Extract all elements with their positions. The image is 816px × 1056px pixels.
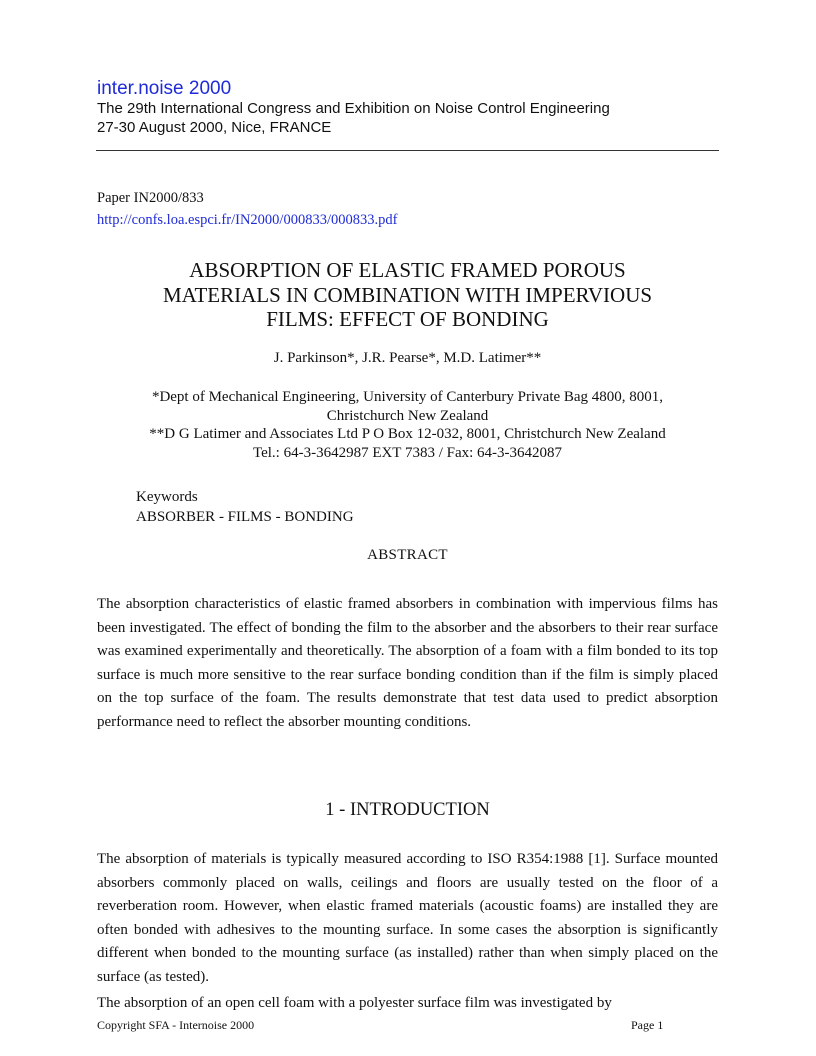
paper-id: Paper IN2000/833 — [97, 190, 204, 206]
paper-title — [96, 258, 719, 332]
abstract-heading: ABSTRACT — [367, 547, 448, 563]
affiliation-line-3: **D G Latimer and Associates Ltd P O Box 12-032, 8001, Christchurch New Zealand — [149, 426, 666, 442]
conference-dates: 27-30 August 2000, Nice, FRANCE — [97, 119, 332, 136]
affiliations — [96, 388, 719, 462]
header-divider — [96, 150, 719, 151]
introduction-paragraph-2: The absorption of an open cell foam with a polyester surface film was investigated by — [97, 995, 612, 1011]
footer-copyright: Copyright SFA - Internoise 2000 — [97, 1018, 255, 1032]
abstract-text: The absorption characteristics of elastic framed absorbers in combination with impervious films has been investigated. The effect of bonding the film to the absorber and the absorbers to their rear surface was examined experimentally and theoretically. The absorption of a foam with a film bonded to its top surface is much more sensitive to the rear surface bonding condition than if the film is simply placed on the top surface of the foam. The results demonstrate that test data used to predict absorption performance need to reflect the absorber mounting conditions. — [97, 596, 718, 730]
affiliation-line-2: Christchurch New Zealand — [326, 407, 489, 424]
footer-page-number: Page 1 — [631, 1018, 664, 1032]
introduction-heading: 1 - INTRODUCTION — [325, 800, 490, 820]
keywords-label: Keywords — [136, 489, 198, 505]
introduction-paragraph-1: The absorption of materials is typically measured according to ISO R354:1988 [1]. Surface mounted absorbers commonly placed on walls, ceilings and floors are usually tested on the floor of a reverberation room. However, when elastic framed materials (acoustic foams) are installed they are often bonded with adhesives to the mounting surface. In some cases the absorption is significantly different when bonded to the mounting surface (as installed) rather than when simply placed on the surface (as tested). — [97, 851, 718, 985]
affiliation-line-4: Tel.: 64-3-3642987 EXT 7383 / Fax: 64-3-3642087 — [252, 444, 563, 461]
keywords-values: ABSORBER - FILMS - BONDING — [136, 509, 354, 525]
conference-name: inter.noise 2000 — [97, 78, 232, 99]
title-line-1: ABSORPTION OF ELASTIC FRAMED POROUS — [189, 258, 626, 282]
affiliation-line-1: *Dept of Mechanical Engineering, University of Canterbury Private Bag 4800, 8001, — [151, 389, 664, 405]
title-line-2: MATERIALS IN COMBINATION WITH IMPERVIOUS — [162, 282, 653, 307]
title-line-3: FILMS: EFFECT OF BONDING — [266, 307, 549, 331]
authors: J. Parkinson*, J.R. Pearse*, M.D. Latimer** — [273, 350, 542, 366]
congress-title: The 29th International Congress and Exhibition on Noise Control Engineering — [97, 100, 610, 117]
paper-url-link[interactable]: http://confs.loa.espci.fr/IN2000/000833/000833.pdf — [97, 212, 398, 228]
